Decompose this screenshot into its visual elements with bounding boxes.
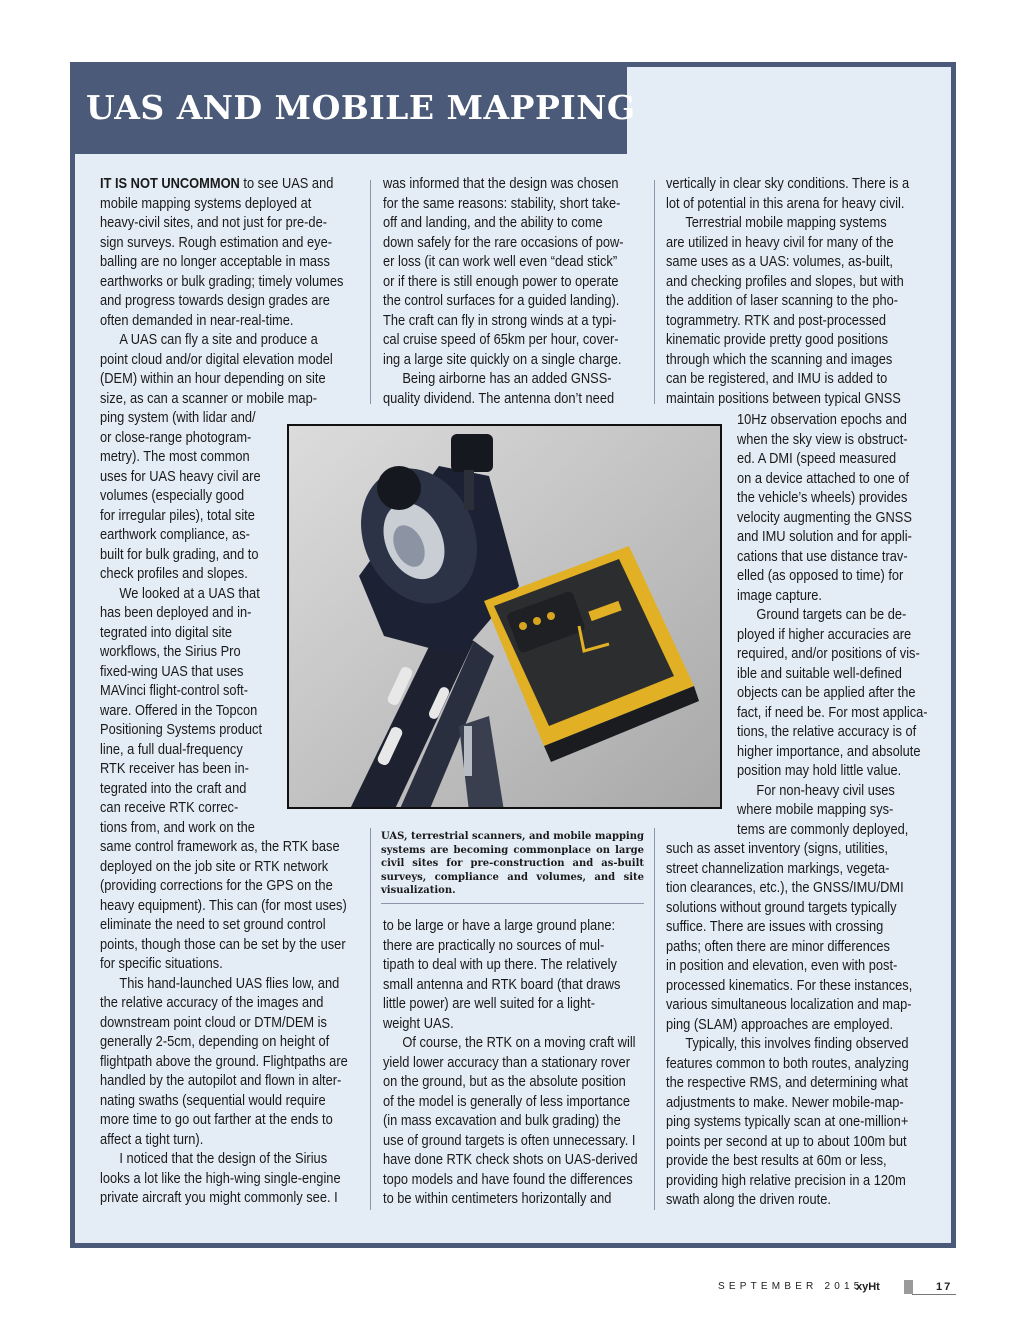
text-line: IT IS NOT UNCOMMON to see UAS and [100,176,334,192]
caption-rule [381,903,644,904]
text-line: tions, the relative accuracy is of [737,724,917,740]
paragraph [737,782,939,841]
paragraph [383,1034,643,1210]
text-line: workflows, the Sirius Pro [100,644,241,660]
column-divider [654,828,655,1210]
text-line: swath along the driven route. [666,1192,831,1208]
text-line: of the model is generally of less importance [383,1093,630,1110]
text-line: earthworks or bulk grading; timely volumes [100,273,344,290]
text-line: has been deployed and in- [100,605,252,621]
text-line: deployed on the job site or RTK network [100,858,329,875]
paragraph [383,175,643,370]
paragraph [666,1035,939,1211]
text-line: points per second at up to about 100m but [666,1133,907,1150]
photo-caption: UAS, terrestrial scanners, and mobile mapping systems are becoming commonplace on large civil sites for pre-construction and as-built surveys, compliance and volumes, and site visualization. [381,831,644,896]
paragraph [666,840,939,1035]
text-line: to be within centimeters horizontally and [383,1191,612,1207]
text-line: off and landing, and the ability to come [383,215,603,231]
paragraph [100,175,360,331]
text-line: ping system (with lidar and/ [100,410,256,426]
text-line: higher importance, and absolute [737,743,921,760]
column-right-narrow [737,411,939,840]
text-line: earthwork compliance, as- [100,527,250,543]
footer-date: SEPTEMBER 2015 [718,1281,864,1292]
text-line: tion clearances, etc.), the GNSS/IMU/DMI [666,880,904,896]
text-line: was informed that the design was chosen [383,176,619,192]
text-line: cal cruise speed of 65km per hour, cover- [383,332,619,348]
text-line: same control framework as, the RTK base [100,839,340,855]
text-line: to be large or have a large ground plane: [383,918,616,934]
text-line: togrammetry. RTK and post-processed [666,312,887,329]
text-line: (DEM) within an hour depending on site [100,371,326,387]
text-line: heavy equipment). This can (for most uses) [100,897,347,914]
text-line: little power) are well suited for a light- [383,996,595,1012]
text-line: the relative accuracy of the images and [100,995,324,1011]
text-line: or close-range photogram- [100,429,252,446]
text-line: processed kinematics. For these instances, [666,977,913,994]
paragraph [666,214,939,409]
text-line: same uses as a UAS: volumes, as-built, [666,254,893,270]
text-line: required, and/or positions of vis- [737,646,920,662]
text-line: fact, if need be. For most applica- [737,704,928,721]
text-line: looks a lot like the high-wing single-engine [100,1170,341,1187]
text-line: fixed-wing UAS that uses [100,663,244,680]
text-line: ployed if higher accuracies are [737,626,912,643]
text-line: suffice. There are issues with crossing [666,919,884,935]
text-line: downstream point cloud or DTM/DEM is [100,1014,327,1031]
text-line: I noticed that the design of the Sirius [119,1151,328,1167]
text-line: topo models and have found the differences [383,1171,633,1188]
text-line: tions from, and work on the [100,819,255,836]
text-line: cations that use distance trav- [737,548,908,565]
text-line: volumes (especially good [100,488,245,504]
paragraph [737,411,939,606]
text-line: Terrestrial mobile mapping systems [685,215,887,231]
text-line: image capture. [737,587,822,604]
text-line: RTK receiver has been in- [100,761,249,777]
text-line: adjustments to make. Newer mobile-map- [666,1094,904,1111]
text-line: more time to go out farther at the ends to [100,1112,333,1128]
text-line: vertically in clear sky conditions. There is a [666,176,910,192]
text-line: balling are no longer acceptable in mass [100,254,330,270]
text-line: small antenna and RTK board (that draws [383,976,621,993]
text-line: 10Hz observation epochs and [737,412,907,428]
text-line: check profiles and slopes. [100,566,248,582]
text-line: sign surveys. Rough estimation and eye- [100,234,333,251]
text-line: The craft can fly in strong winds at a typi- [383,312,617,329]
text-line: objects can be applied after the [737,685,916,701]
text-line: We looked at a UAS that [119,585,260,602]
text-line: mobile mapping systems deployed at [100,195,312,212]
text-line: Typically, this involves finding observed [685,1036,909,1052]
text-line: private aircraft you might commonly see. I [100,1190,338,1206]
text-line: various simultaneous localization and map- [666,997,912,1013]
text-line: for irregular piles), total site [100,507,255,524]
text-line: for the same reasons: stability, short take- [383,195,621,212]
text-line: velocity augmenting the GNSS [737,509,912,526]
text-line: quality dividend. The antenna don’t need [383,390,615,407]
text-line: are utilized in heavy civil for many of the [666,234,894,251]
text-line: ping (SLAM) approaches are employed. [666,1016,894,1033]
footer-brand: xyHt [856,1281,880,1293]
text-line: heavy-civil sites, and not just for pre-de- [100,215,327,231]
text-line: maintain positions between typical GNSS [666,390,901,407]
scanner-illustration [289,426,722,809]
text-line: the addition of laser scanning to the pho- [666,293,899,309]
text-line: have done RTK check shots on UAS-derived [383,1152,638,1168]
column-divider [370,180,371,404]
text-line: point cloud and/or digital elevation model [100,351,333,368]
text-line: eliminate the need to set ground control [100,917,326,933]
text-line: often demanded in near-real-time. [100,312,294,329]
column-middle-bottom [383,917,643,1210]
text-line: (providing corrections for the GPS on the [100,878,333,894]
text-line: there are practically no sources of mul- [383,937,605,954]
text-line: elled (as opposed to time) for [737,568,904,584]
text-line: use of ground targets is often unnecessary. I [383,1132,636,1149]
text-line: provide the best results at 60m or less, [666,1153,887,1169]
text-line: kinematic provide pretty good positions [666,332,889,348]
paragraph [100,975,360,1151]
text-line: er loss (it can work well even “dead stick” [383,254,618,270]
text-line: on a device attached to one of [737,470,910,487]
text-line: points, though those can be set by the user [100,936,346,953]
text-line: for specific situations. [100,956,223,972]
column-right-bottom [666,840,939,1211]
text-line: down safely for the rare occasions of pow- [383,234,624,251]
text-line: solutions without ground targets typically [666,899,897,916]
text-line: on the ground, but as the absolute position [383,1074,626,1090]
text-line: Being airborne has an added GNSS- [402,371,612,387]
text-line: ing a large site quickly on a single charge. [383,351,622,368]
text-line: flightpath above the ground. Flightpaths are [100,1053,348,1070]
footer-marker [904,1280,913,1294]
text-line: For non-heavy civil uses [756,782,895,799]
column-right-top [666,175,939,409]
text-line: yield lower accuracy than a stationary rover [383,1054,630,1071]
text-line: (in mass excavation and bulk grading) the [383,1113,621,1129]
text-line: This hand-launched UAS flies low, and [119,975,340,992]
column-middle-top [383,175,643,409]
text-line: ware. Offered in the Topcon [100,702,258,719]
page-title: UAS AND MOBILE MAPPING [86,88,636,127]
text-line: the vehicle’s wheels) provides [737,490,908,506]
text-line: providing high relative precision in a 120m [666,1172,906,1189]
paragraph [383,917,643,1034]
text-line: lot of potential in this arena for heavy civil. [666,195,905,212]
text-line: generally 2-5cm, depending on height of [100,1034,330,1050]
text-line: the control surfaces for a guided landing). [383,293,620,309]
text-line: ible and suitable well-defined [737,665,902,682]
text-line: nating swaths (sequential would require [100,1092,326,1109]
text-line: tegrated into digital site [100,624,233,641]
text-line: paths; often there are minor differences [666,938,890,955]
scanner-photo [287,424,722,809]
text-line: when the sky view is obstruct- [737,431,908,448]
text-line: handled by the autopilot and flown in alter- [100,1073,342,1089]
text-line: size, as can a scanner or mobile map- [100,390,318,407]
text-line: through which the scanning and images [666,351,893,368]
text-line: can be registered, and IMU is added to [666,371,888,387]
page-number: 17 [936,1281,953,1293]
text-line: Positioning Systems product [100,722,263,738]
text-line: metry). The most common [100,449,250,465]
column-divider [654,180,655,404]
paragraph [666,175,939,214]
text-line: Ground targets can be de- [756,607,907,623]
text-line: affect a tight turn). [100,1131,204,1148]
text-line: ed. A DMI (speed measured [737,451,897,467]
text-line: in position and elevation, even with post- [666,958,898,974]
text-line: where mobile mapping sys- [737,802,894,818]
text-line: Of course, the RTK on a moving craft will [402,1035,636,1051]
text-line: and IMU solution and for appli- [737,529,912,545]
paragraph [737,606,939,782]
text-line: position may hold little value. [737,763,902,779]
text-line: line, a full dual-frequency [100,741,243,758]
text-line: ping systems typically scan at one-million+ [666,1114,909,1130]
text-line: uses for UAS heavy civil are [100,468,261,485]
text-line: A UAS can fly a site and produce a [119,332,318,348]
title-banner [70,62,636,154]
text-line: features common to both routes, analyzing [666,1055,909,1072]
text-line: the respective RMS, and determining what [666,1075,908,1091]
text-line: tegrated into the craft and [100,780,247,797]
footer-rule [912,1294,956,1295]
paragraph [100,1150,360,1209]
text-line: or if there is still enough power to operate [383,273,619,290]
text-line: and checking profiles and slopes, but with [666,273,904,290]
paragraph [383,370,643,409]
text-line: can receive RTK correc- [100,800,239,816]
text-line: such as asset inventory (signs, utilities, [666,841,888,857]
column-divider [370,828,371,1210]
text-line: tems are commonly deployed, [737,821,909,838]
text-line: tipath to deal with up there. The relatively [383,957,617,973]
text-line: and progress towards design grades are [100,293,330,309]
text-line: street channelization markings, vegeta- [666,860,890,877]
text-line: built for bulk grading, and to [100,546,259,563]
text-line: weight UAS. [383,1015,454,1032]
text-line: MAVinci flight-control soft- [100,683,248,699]
